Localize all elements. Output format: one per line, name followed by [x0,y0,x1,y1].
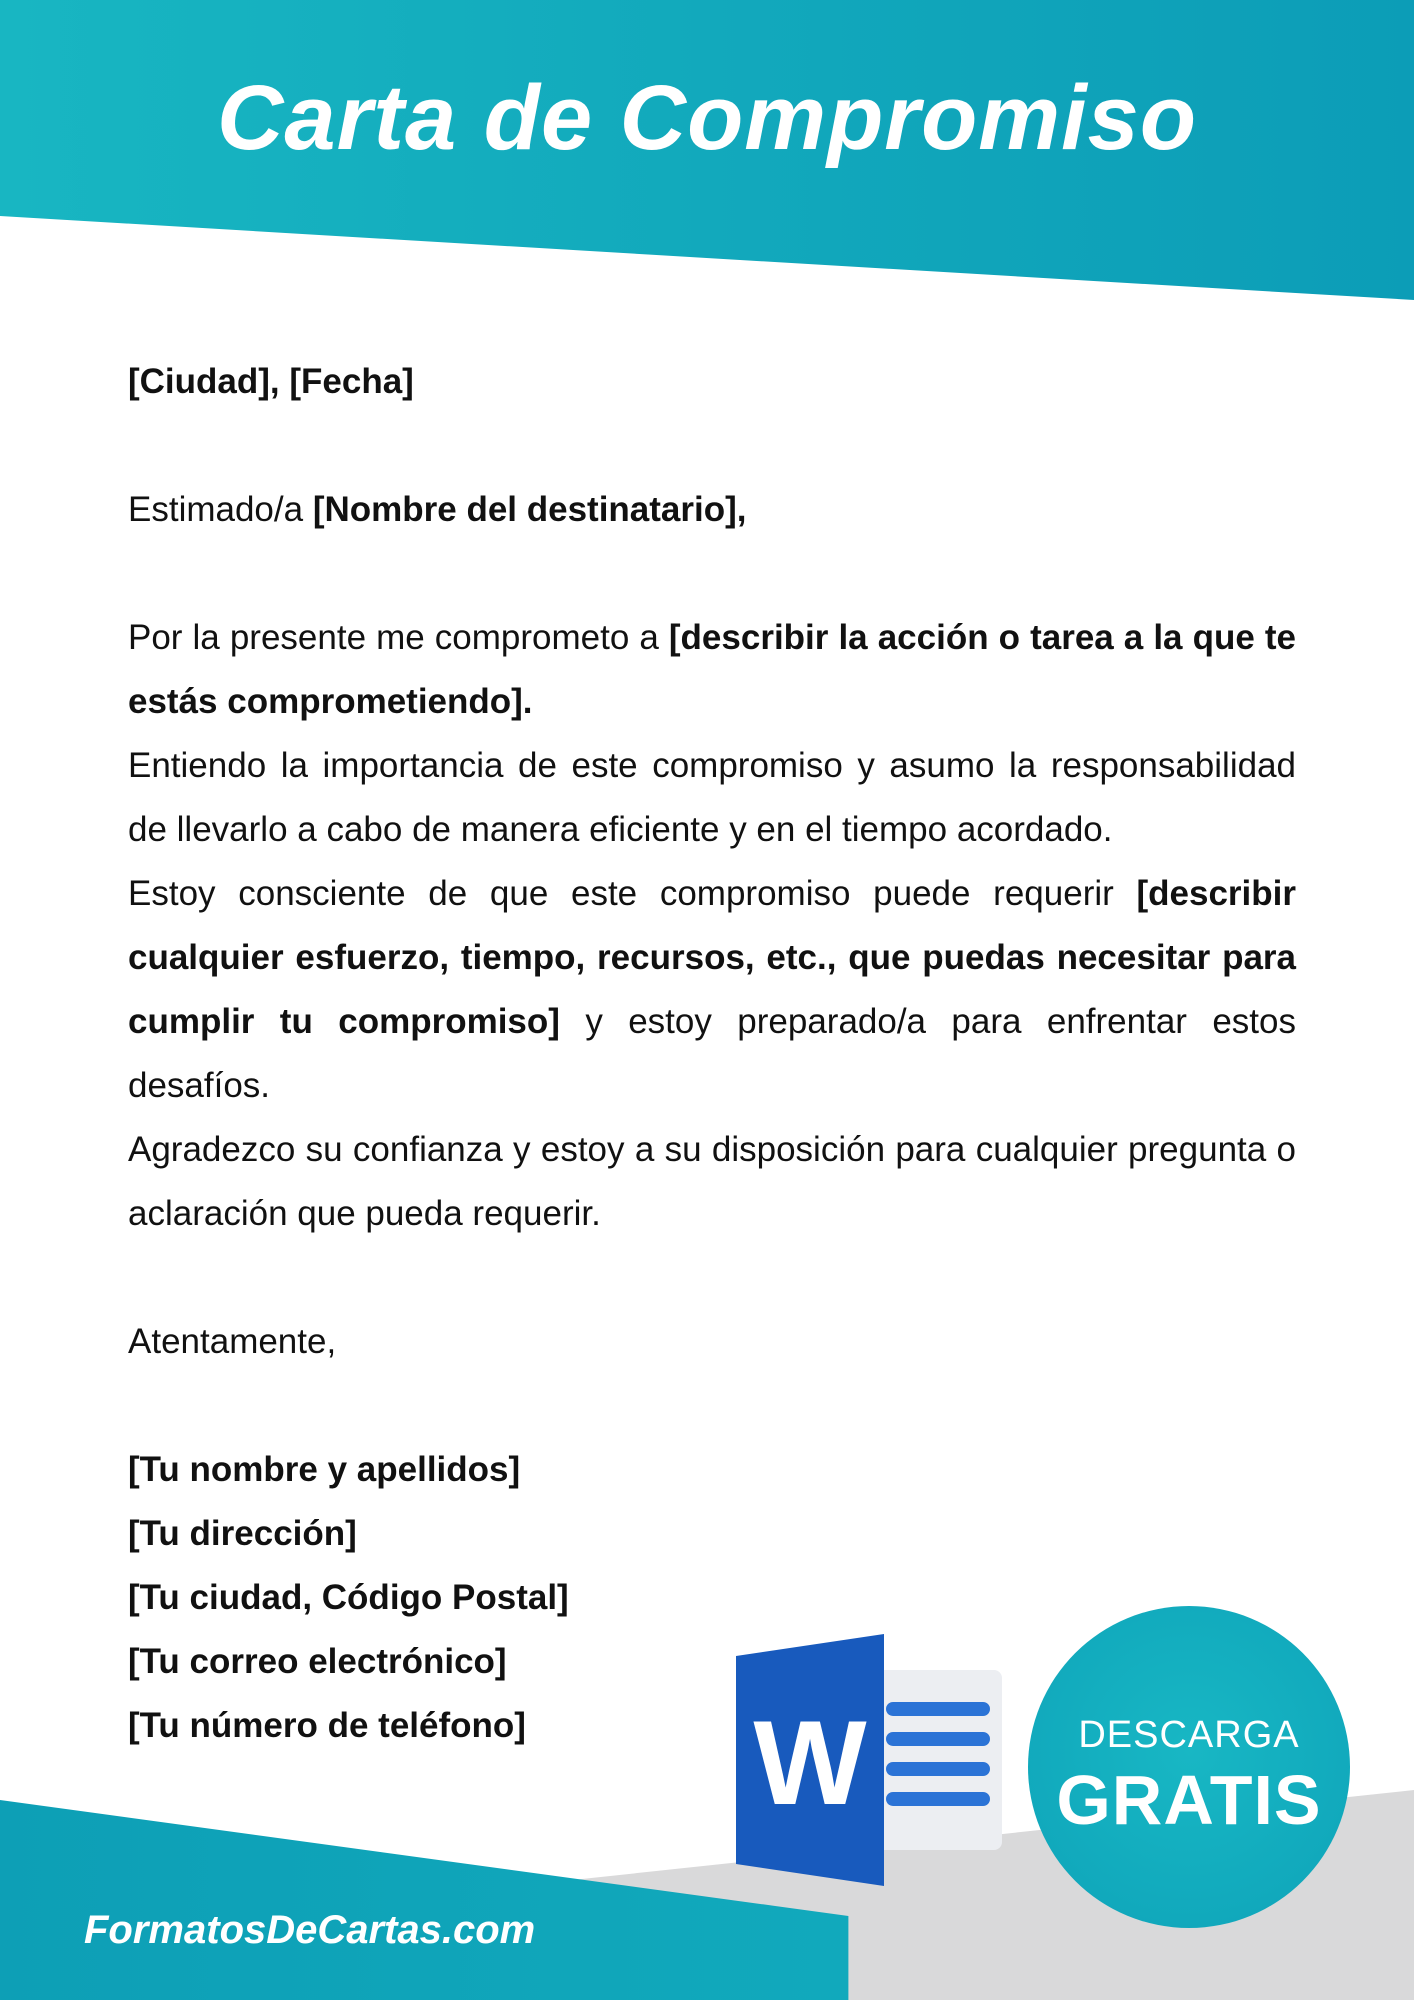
signature-address: [Tu dirección] [128,1514,357,1553]
signature-name: [Tu nombre y apellidos] [128,1450,521,1489]
paragraph-3: Estoy consciente de que este compromiso puede requerir [describir cualquier esfuerzo, tiempo, recursos, etc., que puedas necesitar para cumplir tu compromiso] y estoy preparado/a para enfrentar estos desafíos. [128,874,1296,1105]
word-letter: W [753,1696,867,1830]
signature-city: [Tu ciudad, Código Postal] [128,1578,569,1617]
letter-body [128,350,1296,1758]
badge-main-text: GRATIS [1056,1761,1322,1839]
word-document-icon[interactable] [736,1634,1006,1886]
paragraph-2: Entiendo la importancia de este compromiso y asumo la responsabilidad de llevarlo a cabo de manera eficiente y en el tiempo acordado. [128,746,1296,849]
place-date: [Ciudad], [Fecha] [128,362,414,401]
page-title: Carta de Compromiso [216,67,1198,169]
greeting: Estimado/a [Nombre del destinatario], [128,490,747,529]
signature-phone: [Tu número de teléfono] [128,1706,526,1745]
paragraph-4: Agradezco su confianza y estoy a su disposición para cualquier pregunta o aclaración que pueda requerir. [128,1130,1296,1233]
site-name[interactable]: FormatosDeCartas.com [84,1908,536,1952]
paragraph-1: Por la presente me comprometo a [describir la acción o tarea a la que te estás comprometiendo]. [128,618,1296,721]
badge-top-text: DESCARGA [1078,1714,1300,1756]
signature-email: [Tu correo electrónico] [128,1642,507,1681]
closing: Atentamente, [128,1322,337,1361]
download-free-badge[interactable] [1028,1606,1350,1928]
